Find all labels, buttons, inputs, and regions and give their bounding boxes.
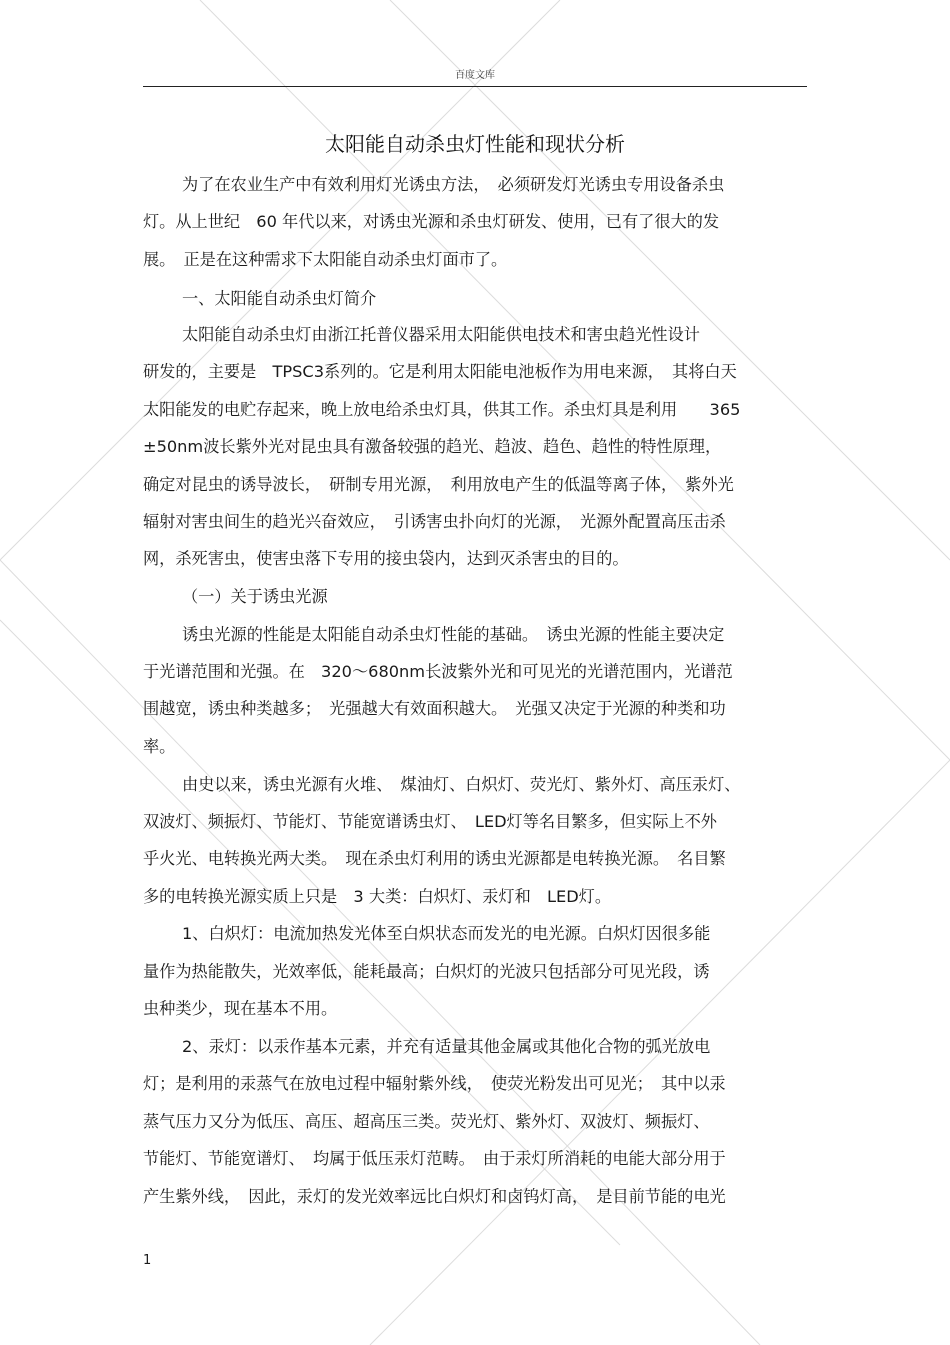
body-line: 产生紫外线， 因此，汞灯的发光效率远比白炽灯和卤钨灯高， 是目前节能的电光 [143,1187,726,1206]
body-line: 辐射对害虫间生的趋光兴奋效应， 引诱害虫扑向灯的光源， 光源外配置高压击杀 [143,512,726,531]
body-line: 乎火光、电转换光两大类。 现在杀虫灯利用的诱虫光源都是电转换光源。 名目繁 [143,849,726,868]
body-line: 太阳能发的电贮存起来，晚上放电给杀虫灯具，供其工作。杀虫灯具是利用 365 [143,400,741,419]
body-line: 展。 正是在这种需求下太阳能自动杀虫灯面市了。 [143,250,508,269]
body-line: 为了在农业生产中有效利用灯光诱虫方法， 必须研发灯光诱虫专用设备杀虫 [182,175,725,194]
body-line: 1、白炽灯：电流加热发光体至白炽状态而发光的电光源。白炽灯因很多能 [182,924,711,943]
body-line: 围越宽，诱虫种类越多； 光强越大有效面积越大。 光强又决定于光源的种类和功 [143,699,726,718]
body-line: 量作为热能散失，光效率低，能耗最高；白炽灯的光波只包括部分可见光段，诱 [143,962,710,981]
body-line: 双波灯、频振灯、节能灯、节能宽谱诱虫灯、 LED灯等名目繁多，但实际上不外 [143,812,717,831]
body-line: 节能灯、节能宽谱灯、 均属于低压汞灯范畴。 由于汞灯所消耗的电能大部分用于 [143,1149,726,1168]
body-line: 蒸气压力又分为低压、高压、超高压三类。荧光灯、紫外灯、双波灯、频振灯、 [143,1112,710,1131]
body-line: 研发的，主要是 TPSC3系列的。它是利用太阳能电池板作为用电来源， 其将白天 [143,362,737,381]
body-line: 多的电转换光源实质上只是 3 大类：白炽灯、汞灯和 LED灯。 [143,887,612,906]
body-line: ±50nm波长紫外光对昆虫具有激备较强的趋光、趋波、趋色、趋性的特性原理， [143,437,722,456]
body-line: 太阳能自动杀虫灯由浙江托普仪器采用太阳能供电技术和害虫趋光性设计 [182,325,700,344]
body-line: 确定对昆虫的诱导波长， 研制专用光源， 利用放电产生的低温等离子体， 紫外光 [143,475,734,494]
page-number: 1 [143,1253,152,1268]
body-line: 诱虫光源的性能是太阳能自动杀虫灯性能的基础。 诱虫光源的性能主要决定 [182,625,725,644]
body-line: 灯。从上世纪 60 年代以来，对诱虫光源和杀虫灯研发、使用，已有了很大的发 [143,212,720,231]
body-line: 虫种类少，现在基本不用。 [143,999,338,1018]
body-line: 灯；是利用的汞蒸气在放电过程中辐射紫外线， 使荧光粉发出可见光； 其中以汞 [143,1074,726,1093]
section-heading: 一、太阳能自动杀虫灯简介 [182,289,377,308]
subsection-heading: （一）关于诱虫光源 [182,587,328,606]
document-title: 太阳能自动杀虫灯性能和现状分析 [325,132,625,156]
page-header: 百度文库 [455,70,495,81]
header-divider [143,86,807,87]
body-line: 网，杀死害虫，使害虫落下专用的接虫袋内，达到灭杀害虫的目的。 [143,549,629,568]
body-line: 率。 [143,737,176,756]
body-line: 于光谱范围和光强。在 320～680nm长波紫外光和可见光的光谱范围内，光谱范 [143,662,733,681]
body-line: 由史以来，诱虫光源有火堆、 煤油灯、白炽灯、荧光灯、紫外灯、高压汞灯、 [182,775,741,794]
body-line: 2、汞灯：以汞作基本元素，并充有适量其他金属或其他化合物的弧光放电 [182,1037,711,1056]
